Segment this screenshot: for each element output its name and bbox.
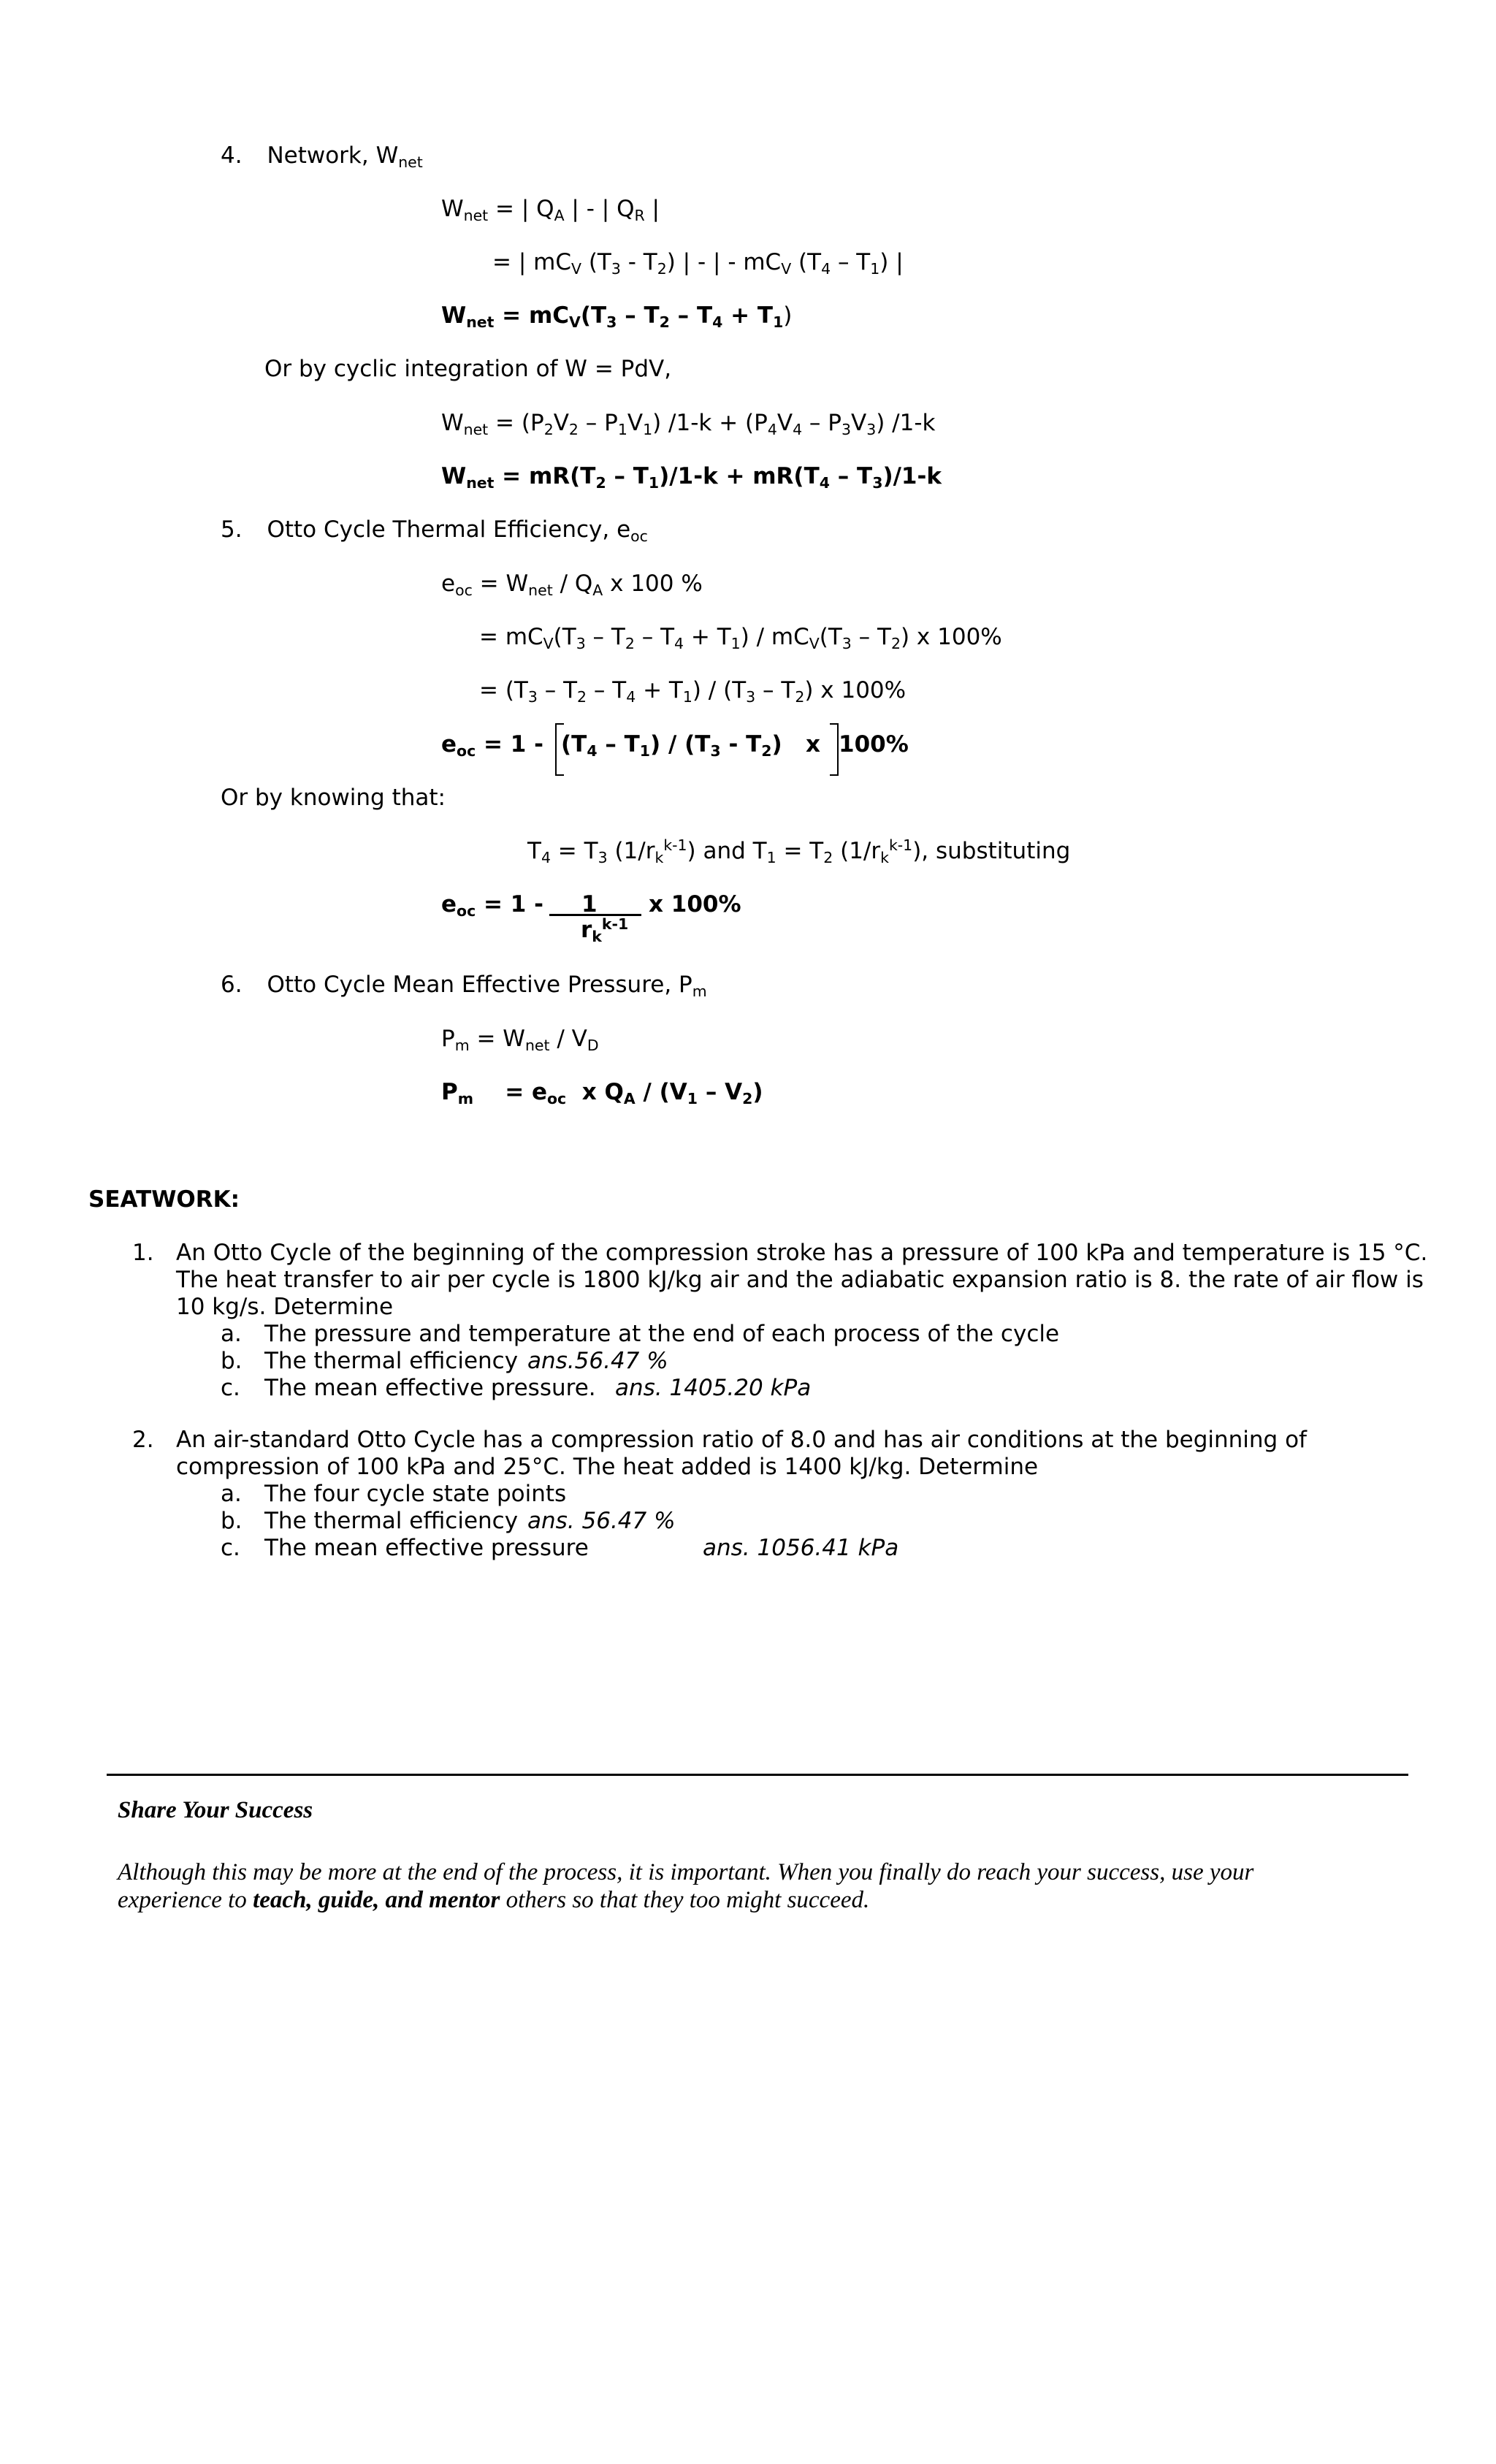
fraction-denominator: $r_k^{k-1}$ — [581, 915, 629, 946]
section-number: 6. — [221, 972, 243, 998]
problem-2-line: An air-standard Otto Cycle has a compression ratio of 8.0 and has air conditions at the beginning of — [176, 1427, 1307, 1453]
problem-1-item-text: The mean effective pressure. — [264, 1375, 596, 1401]
footer-emphasis: teach, guide, and mentor — [253, 1887, 500, 1913]
fraction-numerator: 1 — [581, 891, 598, 918]
equation-temperature-relations: $T_4 = T_3$ $(1/r_k^{k-1})$ and $T_1 = T_2$ $(1/r_k^{k-1})$, substituting — [527, 836, 1071, 867]
right-bracket — [830, 723, 839, 776]
problem-2-item-answer: ans. 1056.41 kPa — [703, 1535, 899, 1561]
problem-2-item-text: The mean effective pressure — [264, 1535, 589, 1561]
problem-2-line: compression of 100 kPa and 25°C. The heat added is 1400 kJ/kg. Determine — [176, 1454, 1039, 1480]
equation-eoc-compression-percent: x 100% — [649, 891, 741, 918]
problem-1-number: 1. — [132, 1240, 154, 1266]
knowing-text: Or by knowing that: — [221, 785, 446, 811]
equation-pm-def: $P_m = W_{net} / V_D$ — [441, 1026, 599, 1055]
problem-2-number: 2. — [132, 1427, 154, 1453]
problem-2-item-answer: ans. 56.47 % — [527, 1508, 676, 1534]
section-number: 4. — [221, 142, 243, 169]
problem-1-item-text: The pressure and temperature at the end of each process of the cycle — [264, 1321, 1060, 1347]
equation-wnet-pdv: $W_{net} = (P_2V_2 - P_1V_1) /1-k + (P_4V_4 - P_3V_3)$ /1-k — [441, 410, 936, 439]
problem-1-line: The heat transfer to air per cycle is 1800 kJ/kg air and the adiabatic expansion ratio is 8. the rate of air flow is — [176, 1267, 1424, 1293]
section-title: Otto Cycle Thermal Efficiency, e — [267, 516, 631, 543]
footer-line-2: experience to teach, guide, and mentor others so that they too might succeed. — [118, 1887, 870, 1913]
problem-1-line: 10 kg/s. Determine — [176, 1294, 394, 1320]
footer-divider — [107, 1774, 1408, 1776]
problem-2-item-text: The four cycle state points — [264, 1481, 567, 1507]
problem-1-item-answer: ans.56.47 % — [527, 1348, 668, 1374]
section-5-heading: 5. Otto Cycle Thermal Efficiency, $e_{oc}$ — [221, 516, 648, 546]
equation-wnet-heat: $W_{net}$ = | $Q_A$ | - | $Q_R$ | — [441, 196, 660, 225]
problem-1-item-letter: b. — [221, 1348, 243, 1374]
equation-eoc-compression: $e_{oc} = 1$ - — [441, 891, 543, 920]
equation-pm-result: $P_m$ = $e_{oc}$ x $Q_A / (V_1 - V_2)$ — [441, 1079, 763, 1108]
cyclic-integration-text: Or by cyclic integration of W = PdV, — [264, 356, 672, 382]
problem-1-item-letter: a. — [221, 1321, 242, 1347]
problem-2-item-letter: a. — [221, 1481, 242, 1507]
equation-eoc-result-percent: 100% — [839, 731, 909, 758]
seatwork-heading: SEATWORK: — [88, 1186, 240, 1213]
footer-title: Share Your Success — [118, 1797, 313, 1823]
problem-2-item-letter: c. — [221, 1535, 240, 1561]
problem-1-item-letter: c. — [221, 1375, 240, 1401]
section-6-heading: 6. Otto Cycle Mean Effective Pressure, $P_m$ — [221, 972, 707, 1001]
equation-eoc-step1: = $mC_V(T_3 - T_2 - T_4 + T_1) / mC_V(T_3 - T_2)$ x 100% — [479, 624, 1002, 653]
problem-2-item-letter: b. — [221, 1508, 243, 1534]
equation-wnet-heat-expanded: = | $mC_V$ $(T_3 - T_2)$ | - | - $mC_V$ $(T_4 - T_1)$ | — [492, 249, 904, 278]
equation-eoc-step2: = $(T_3 - T_2 - T_4 + T_1) / (T_3 - T_2)$ x 100% — [479, 677, 907, 706]
equation-eoc-def: $e_{oc} = W_{net} / Q_A$ x 100 % — [441, 571, 703, 600]
problem-2-item-text: The thermal efficiency — [264, 1508, 519, 1534]
problem-1-item-text: The thermal efficiency — [264, 1348, 519, 1374]
equation-eoc-result: $e_{oc} = 1$ - — [441, 731, 543, 760]
equation-eoc-result-fraction: $(T_4 - T_1) / (T_3 - T_2)$ x — [561, 731, 821, 760]
problem-1-line: An Otto Cycle of the beginning of the compression stroke has a pressure of 100 kPa and temperature is 15 °C. — [176, 1240, 1428, 1266]
section-number: 5. — [221, 516, 243, 543]
section-4-heading: 4. Network, $W_{net}$ — [221, 142, 423, 172]
section-title: Network, W — [267, 142, 399, 169]
equation-wnet-pdv-result: $W_{net} = mR(T_2 - T_1)/1-k + mR(T_4 - T_3)/1-k$ — [441, 463, 942, 492]
equation-wnet-result: $W_{net} = mC_V(T_3 - T_2 - T_4 + T_1)$ — [441, 302, 793, 332]
problem-1-item-answer: ans. 1405.20 kPa — [615, 1375, 812, 1401]
section-title: Otto Cycle Mean Effective Pressure, P — [267, 972, 692, 998]
footer-line-1: Although this may be more at the end of the process, it is important. When you finally do reach your success, use your — [118, 1859, 1254, 1885]
